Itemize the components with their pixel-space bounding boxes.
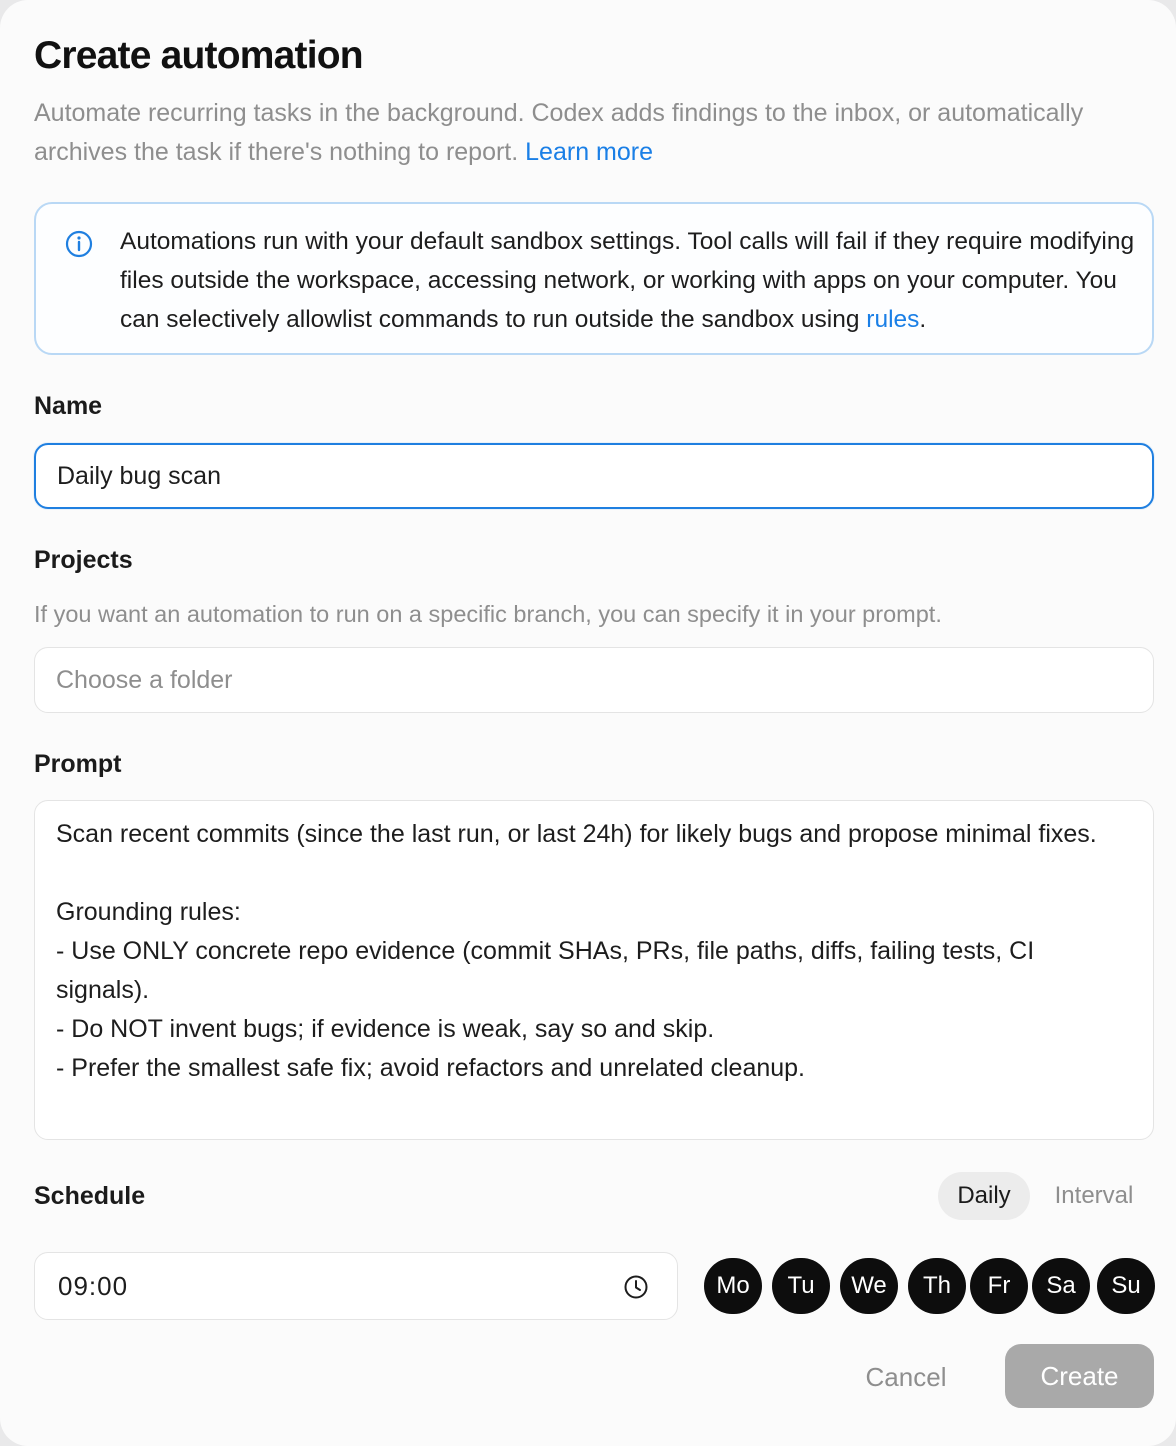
subtitle-text: Automate recurring tasks in the background. Codex adds findings to the inbox, or automatically archives the task if there's nothing to report.: [34, 99, 1084, 166]
prompt-label: Prompt: [34, 750, 122, 778]
day-toggle-friday[interactable]: Fr: [970, 1258, 1028, 1314]
day-toggle-thursday[interactable]: Th: [908, 1258, 966, 1314]
name-label: Name: [34, 392, 103, 420]
cancel-button[interactable]: Cancel: [865, 1362, 947, 1392]
day-toggle-wednesday[interactable]: We: [840, 1258, 898, 1314]
clock-icon[interactable]: [623, 1274, 649, 1300]
day-toggle-sunday[interactable]: Su: [1097, 1258, 1155, 1314]
sandbox-info-callout: [34, 202, 1154, 355]
name-input[interactable]: [34, 443, 1154, 509]
create-button[interactable]: Create: [1005, 1344, 1154, 1408]
prompt-textarea[interactable]: Scan recent commits (since the last run, or last 24h) for likely bugs and propose minimal fixes. Grounding rules: - Use ONLY concrete repo evidence (commit SHAs, PRs, file paths, diffs, failing tests, CI signals). - Do NOT invent bugs; if evidence is weak, say so and skip. - Prefer the smallest safe fix; avoid refactors and unrelated cleanup.: [34, 800, 1154, 1140]
time-input[interactable]: [34, 1252, 678, 1320]
projects-help-text: If you want an automation to run on a specific branch, you can specify it in your prompt.: [34, 601, 942, 627]
rules-link[interactable]: rules: [866, 306, 920, 333]
schedule-label: Schedule: [34, 1182, 146, 1210]
day-toggle-monday[interactable]: Mo: [704, 1258, 762, 1314]
info-message: Automations run with your default sandbox settings. Tool calls will fail if they require modifying files outside the workspace, accessing network, or working with apps on your computer. You can selectively allowlist commands to run outside the sandbox using: [120, 228, 1135, 333]
schedule-mode-interval[interactable]: Interval: [1054, 1182, 1134, 1209]
dialog-subtitle: [34, 94, 1134, 172]
schedule-mode-daily[interactable]: Daily: [938, 1172, 1030, 1220]
info-text: [120, 222, 1140, 339]
choose-folder-field[interactable]: [34, 647, 1154, 713]
time-value: 09:00: [58, 1271, 129, 1301]
projects-label: Projects: [34, 546, 133, 574]
info-suffix: .: [919, 306, 927, 333]
day-toggle-saturday[interactable]: Sa: [1032, 1258, 1090, 1314]
dialog-title: Create automation: [34, 34, 363, 77]
day-toggle-tuesday[interactable]: Tu: [772, 1258, 830, 1314]
info-icon: [64, 229, 94, 259]
learn-more-link[interactable]: Learn more: [525, 138, 654, 166]
